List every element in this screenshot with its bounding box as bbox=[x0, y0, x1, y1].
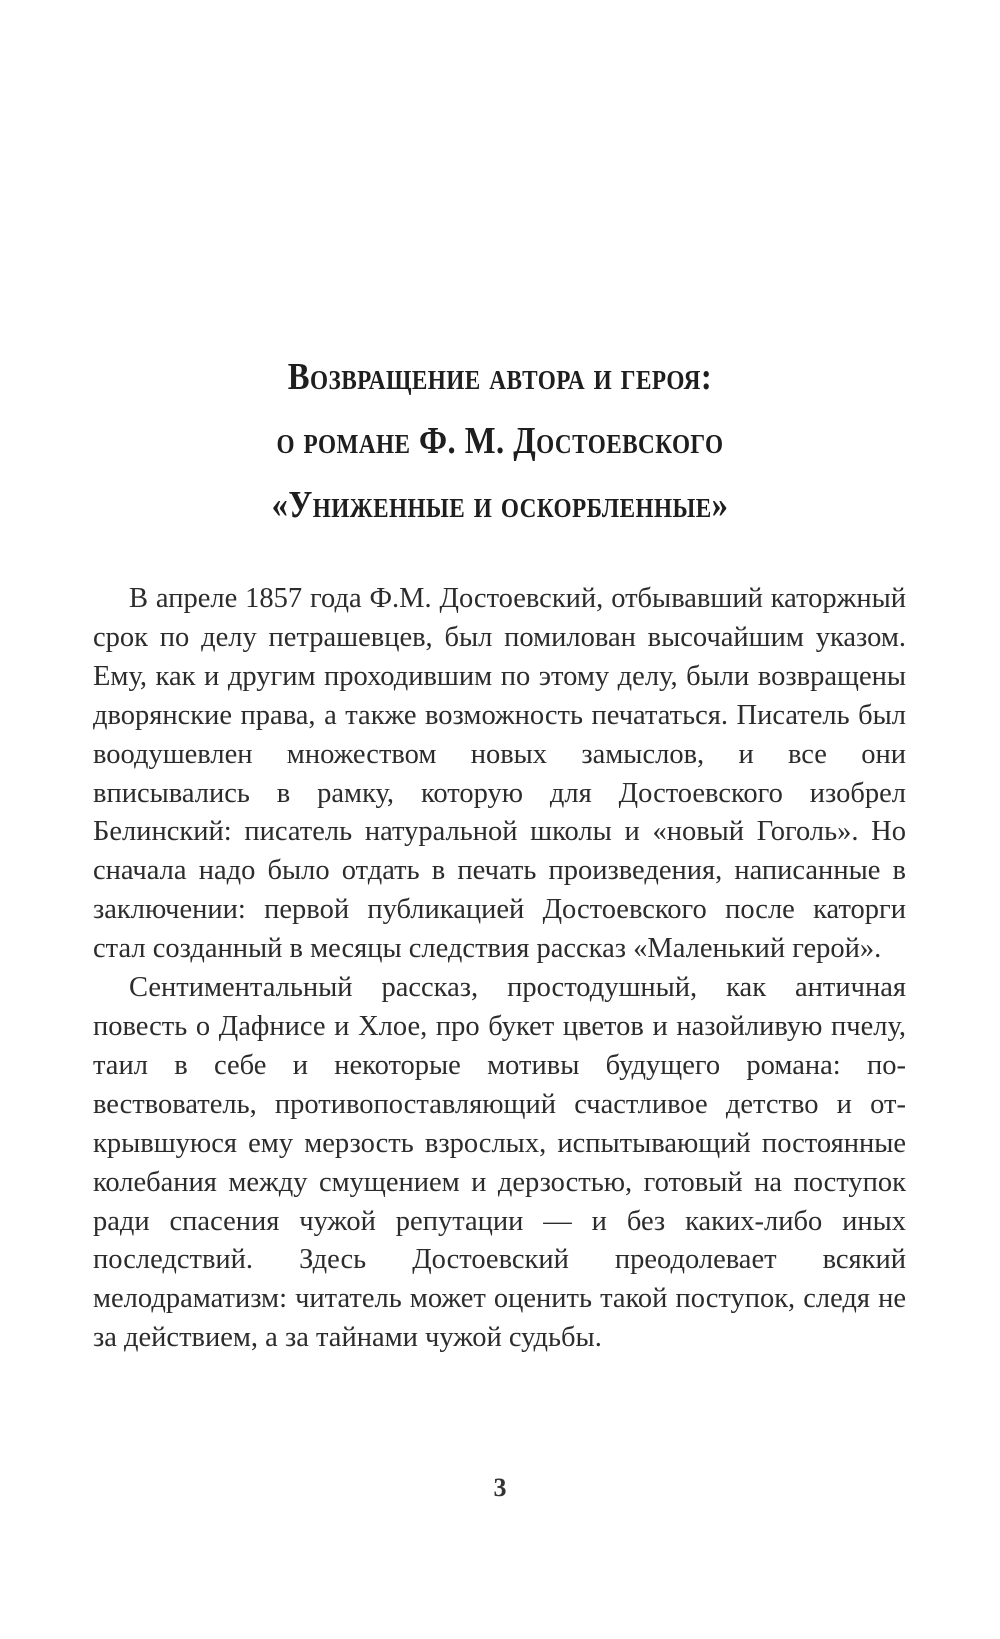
chapter-title-line-1: Возвращение автора и героя: bbox=[287, 356, 713, 398]
chapter-title bbox=[70, 345, 930, 537]
page-number: 3 bbox=[493, 1473, 507, 1502]
body-text bbox=[93, 580, 906, 1358]
chapter-title-line-2: о романе Ф. М. Достоевского bbox=[276, 420, 724, 462]
chapter-title-line-3: «Униженные и оскорбленные» bbox=[271, 484, 729, 526]
paragraph: В апреле 1857 года Ф.М. Достоевский, отбывавший каторжный срок по делу петрашевцев, был помилован высочайшим указом. Ему, как и другим проходившим по этому делу, были возвращены дворянские права, а также возможность печататься. Писатель был воодушевлен множеством новых замыслов, и все они вписывались в рамку, которую для Достоевского изобрел Белинский: писатель натуральной школы и «новый Гоголь». Но сначала надо было отдать в печать произведения, написанные в заключении: первой публикацией Достоевского после каторги стал созданный в месяцы следствия рассказ «Маленький герой». bbox=[93, 583, 906, 965]
paragraph: Сентиментальный рассказ, простодушный, как античная повесть о Дафнисе и Хлое, про букет цветов и назойливую пчелу, таил в себе и некоторые мотивы будущего романа: повествователь, противопоставляющий счастливое детство и открывшуюся ему мерзость взрослых, испытывающий постоянные колебания между смущением и дерзостью, готовый на поступок ради спасения чужой репутации — и без каких-либо иных последствий. Здесь Достоевский преодолевает всякий мелодраматизм: читатель может оценить такой поступок, следя не за действием, а за тайнами чужой судьбы. bbox=[93, 972, 906, 1354]
